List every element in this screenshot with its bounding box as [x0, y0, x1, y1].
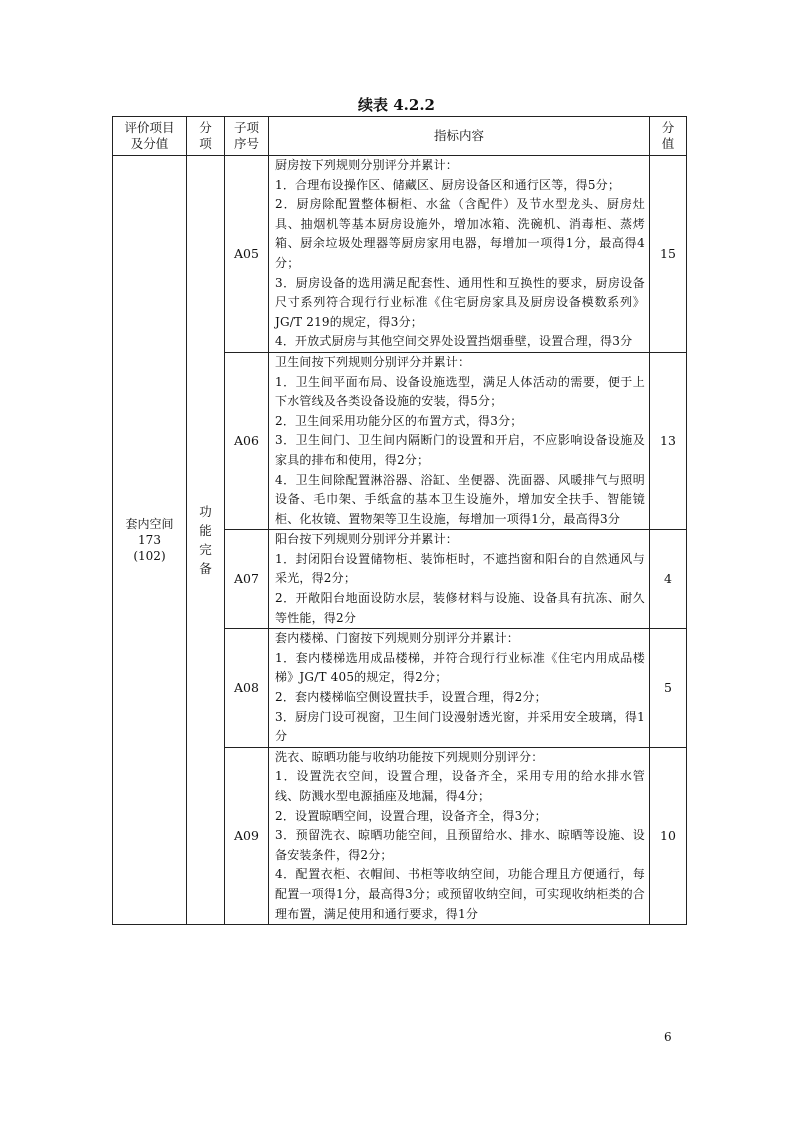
row-code: A06	[225, 352, 269, 529]
rule-intro: 厨房按下列规则分别评分并累计：	[275, 158, 459, 172]
rule-item: 1．套内楼梯选用成品楼梯，并符合现行行业标准《住宅内用成品楼梯》JG/T 405的规定，得2分；	[275, 650, 645, 685]
row-code: A09	[225, 747, 269, 924]
row-score: 15	[650, 156, 687, 353]
rule-item: 2．卫生间采用功能分区的布置方式，得3分；	[275, 413, 523, 428]
group-sub-char: 完	[199, 542, 212, 558]
rule-item: 1．合理布设操作区、储藏区、厨房设备区和通行区等，得5分；	[275, 177, 621, 192]
rule-item: 3．预留洗衣、晾晒功能空间，且预留给水、排水、晾晒等设施、设备安装条件，得2分；	[275, 828, 645, 862]
table-row	[113, 156, 687, 353]
rule-item: 2．套内楼梯临空侧设置扶手，设置合理，得2分；	[275, 690, 547, 705]
group-item-cell	[113, 156, 187, 925]
rule-item: 2．厨房除配置整体橱柜、水盆（含配件）及节水型龙头、厨房灶具、抽烟机等基本厨房设施外，增加冰箱、洗碗机、消毒柜、蒸烤箱、厨余垃圾处理器等厨房家用电器，每增加一项得1分，最高得4分；	[275, 197, 645, 270]
header-score	[650, 117, 687, 156]
row-content	[269, 352, 650, 529]
row-code: A08	[225, 629, 269, 748]
header-score-line: 值	[661, 136, 675, 151]
header-code	[225, 117, 269, 156]
rule-intro: 洗衣、晾晒功能与收纳功能按下列规则分别评分：	[275, 749, 544, 764]
row-score: 13	[650, 352, 687, 529]
rule-intro: 卫生间按下列规则分别评分并累计：	[275, 354, 471, 369]
group-item-line: (102)	[133, 549, 166, 564]
header-sub	[187, 117, 225, 156]
row-score: 5	[650, 629, 687, 748]
row-code: A07	[225, 530, 269, 629]
header-code-line: 子项	[233, 120, 259, 135]
group-item-line: 套内空间	[125, 517, 174, 532]
group-item-line: 173	[138, 533, 161, 548]
header-item-line: 及分值	[130, 136, 169, 151]
table-header-row	[113, 117, 687, 156]
header-sub-line: 分	[199, 120, 212, 135]
rule-item: 1．封闭阳台设置储物柜、装饰柜时，不遮挡窗和阳台的自然通风与采光，得2分；	[275, 551, 645, 586]
header-item	[113, 117, 187, 156]
table-caption: 续表 4.2.2	[358, 96, 435, 114]
header-sub-line: 项	[199, 136, 212, 151]
header-code-line: 序号	[233, 136, 259, 151]
rule-intro: 阳台按下列规则分别评分并累计：	[275, 532, 459, 547]
row-score: 4	[650, 530, 687, 629]
rule-item: 1．卫生间平面布局、设备设施选型，满足人体活动的需要，便于上下水管线及各类设备设施的安装，得5分；	[275, 374, 645, 409]
evaluation-table	[112, 116, 687, 925]
group-sub-cell	[187, 156, 225, 925]
group-sub-char: 功	[199, 504, 212, 520]
row-content	[269, 629, 650, 748]
header-content: 指标内容	[269, 117, 650, 156]
rule-item: 3．卫生间门、卫生间内隔断门的设置和开启，不应影响设备设施及家具的排布和使用，得2分；	[275, 433, 645, 467]
rule-item: 2．设置晾晒空间，设置合理，设备齐全，得3分；	[275, 808, 547, 823]
rule-item: 3．厨房设备的选用满足配套性、通用性和互换性的要求，厨房设备尺寸系列符合现行行业标准《住宅厨房家具及厨房设备模数系列》JG/T 219的规定，得3分；	[275, 275, 645, 329]
rule-item: 3．厨房门设可视窗，卫生间门设漫射透光窗，并采用安全玻璃，得1分	[275, 709, 645, 744]
header-item-line: 评价项目	[124, 120, 175, 135]
rule-item: 4．配置衣柜、衣帽间、书柜等收纳空间，功能合理且方便通行，每配置一项得1分，最高得3分；或预留收纳空间，可实现收纳柜类的合理布置，满足使用和通行要求，得1分	[275, 867, 645, 921]
page-number: 6	[664, 1030, 672, 1044]
rule-intro: 套内楼梯、门窗按下列规则分别评分并累计：	[275, 631, 520, 646]
rule-item: 4．卫生间除配置淋浴器、浴缸、坐便器、洗面器、风暖排气与照明设备、毛巾架、手纸盒的基本卫生设施外，增加安全扶手、智能镜柜、化妆镜、置物架等卫生设施，每增加一项得1分，最高得3分	[275, 472, 645, 526]
row-content	[269, 530, 650, 629]
row-content	[269, 747, 650, 924]
row-content	[269, 156, 650, 353]
header-score-line: 分	[661, 120, 675, 135]
row-code: A05	[225, 156, 269, 353]
group-sub-char: 备	[199, 561, 212, 577]
group-sub-char: 能	[199, 523, 212, 539]
rule-item: 1．设置洗衣空间，设置合理，设备齐全，采用专用的给水排水管线、防溅水型电源插座及地漏，得4分；	[275, 769, 645, 803]
rule-item: 4．开放式厨房与其他空间交界处设置挡烟垂壁，设置合理，得3分	[275, 334, 633, 349]
rule-item: 2．开敞阳台地面设防水层，装修材料与设施、设备具有抗冻、耐久等性能，得2分	[275, 591, 645, 625]
row-score: 10	[650, 747, 687, 924]
